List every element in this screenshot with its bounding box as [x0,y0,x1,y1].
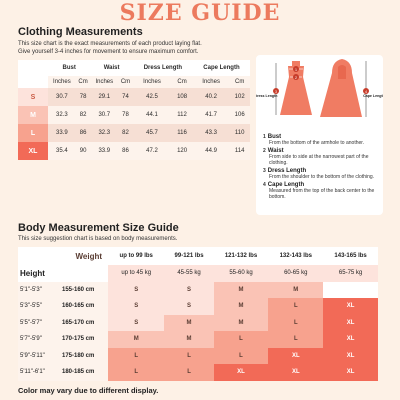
weight-label: Weight [18,247,108,265]
measurement-cell: 78 [118,106,133,124]
svg-text:4: 4 [365,89,367,94]
footnote: Color may vary due to different display. [18,386,159,395]
clothing-measurements-table [18,60,250,160]
note-title: Waist [267,148,284,154]
note-number: 4 [263,182,266,188]
unit-header: Cm [171,76,193,88]
size-cell: L [268,298,323,315]
note-title: Dress Length [267,168,307,174]
size-label: L [18,124,48,142]
size-cell: XL [323,298,378,315]
measurement-cell: 82 [118,124,133,142]
measurement-cell: 86 [76,124,91,142]
measurement-cell: 108 [171,88,193,106]
weight-header-row [18,247,378,265]
unit-header: Cm [229,76,250,88]
table-row [18,142,250,160]
measurement-cell: 45.7 [133,124,171,142]
size-cell: M [108,331,164,348]
weight-kg: 65-75 kg [323,265,378,282]
clothing-unit-header-row [18,76,250,88]
size-cell: M [214,298,269,315]
clothing-desc-1: This size chart is the exact measurements of each product laying flat. [18,41,202,47]
note-title: Cape Length [267,182,305,188]
measurement-cell: 32.3 [48,106,76,124]
measurement-cell: 90 [76,142,91,160]
measurement-cell: 43.3 [193,124,229,142]
note-number: 2 [263,148,266,154]
body-heading: Body Measurement Size Guide [18,222,179,234]
size-cell: L [164,348,213,365]
measurement-cell: 33.9 [90,142,118,160]
note-text: From the shoulder to the bottom of the clothing. [269,174,375,180]
group-header: Dress Length [133,60,193,76]
svg-text:1: 1 [295,67,297,72]
clothing-desc-2: Give yourself 3-4 inches for movement to ensure maximum comfort. [18,49,199,55]
body-size-guide-table [18,247,378,381]
size-cell: XL [268,364,323,381]
size-cell: M [164,331,213,348]
size-cell: L [108,364,164,381]
cape-length-label: Cape Length [363,94,383,98]
weight-kg: 55-60 kg [214,265,269,282]
measurement-cell: 33.9 [48,124,76,142]
unit-header: Inches [133,76,171,88]
note-item [263,148,381,166]
height-ft: 5'9"-5'11" [18,348,60,365]
unit-header: Inches [48,76,76,88]
height-cm: 165-170 cm [60,315,108,332]
height-cm: 170-175 cm [60,331,108,348]
weight-lbs: 132-143 lbs [268,247,323,265]
table-row [18,124,250,142]
size-cell: L [214,331,269,348]
height-label: Height [18,265,108,282]
note-title: Bust [267,134,282,140]
measurement-cell: 78 [76,88,91,106]
measurement-cell: 74 [118,88,133,106]
measurement-cell: 40.2 [193,88,229,106]
table-row [18,298,378,315]
size-label: XL [18,142,48,160]
measurement-cell: 35.4 [48,142,76,160]
unit-header: Inches [90,76,118,88]
weight-kg: up to 45 kg [108,265,164,282]
dress-and-cape-illustration [256,55,383,135]
size-cell: XL [323,348,378,365]
measurement-cell: 44.1 [133,106,171,124]
group-header: Cape Length [193,60,250,76]
unit-header: Cm [76,76,91,88]
size-cell: XL [323,331,378,348]
table-row [18,315,378,332]
note-text: From side to side at the narrowest part of the clothing. [269,154,369,166]
size-cell: XL [268,348,323,365]
height-cm: 155-160 cm [60,282,108,299]
note-number: 1 [263,134,266,140]
note-text: Measured from the top of the back center to the bottom. [269,188,375,200]
size-cell: M [268,282,323,299]
height-cm: 175-180 cm [60,348,108,365]
measurement-cell: 114 [229,142,250,160]
measurement-cell: 110 [229,124,250,142]
unit-header: Inches [193,76,229,88]
weight-lbs: 143-165 lbs [323,247,378,265]
svg-text:3: 3 [275,89,277,94]
measurement-cell: 30.7 [90,106,118,124]
measurement-notes [263,134,381,202]
measurement-cell: 44.9 [193,142,229,160]
size-label: M [18,106,48,124]
size-cell: S [108,315,164,332]
size-cell: S [108,282,164,299]
measurement-cell: 42.5 [133,88,171,106]
measurement-cell: 30.7 [48,88,76,106]
group-header: Waist [90,60,132,76]
dress-length-label: Dress Length [256,94,278,98]
size-cell: XL [323,315,378,332]
size-cell: M [214,282,269,299]
height-cm: 180-185 cm [60,364,108,381]
page-title: SIZE GUIDE [119,0,281,26]
size-cell: M [164,315,213,332]
size-cell: L [268,315,323,332]
size-cell: L [108,348,164,365]
note-text: From the bottom of the armhole to another. [269,140,365,146]
size-cell: S [108,298,164,315]
measurement-cell: 112 [171,106,193,124]
size-cell: L [164,364,213,381]
weight-kg-row [18,265,378,282]
measurement-cell: 32.3 [90,124,118,142]
measurement-cell: 47.2 [133,142,171,160]
size-cell: L [214,348,269,365]
body-desc: This size suggestion chart is based on body measurements. [18,236,178,242]
corner-cell [18,60,48,88]
measurement-cell: 116 [171,124,193,142]
size-label: S [18,88,48,106]
size-cell: XL [323,364,378,381]
note-number: 3 [263,168,266,174]
weight-kg: 60-65 kg [268,265,323,282]
size-cell [323,282,378,299]
weight-lbs: up to 99 lbs [108,247,164,265]
height-cm: 160-165 cm [60,298,108,315]
weight-lbs: 99-121 lbs [164,247,213,265]
size-cell: XL [214,364,269,381]
table-row [18,364,378,381]
table-row [18,282,378,299]
measurement-cell: 82 [76,106,91,124]
size-cell: L [268,331,323,348]
note-item [263,168,381,180]
height-ft: 5'5"-5'7" [18,315,60,332]
weight-kg: 45-55 kg [164,265,213,282]
measurement-cell: 102 [229,88,250,106]
size-cell: M [214,315,269,332]
table-row [18,88,250,106]
svg-text:2: 2 [295,75,297,80]
weight-lbs: 121-132 lbs [214,247,269,265]
measurement-cell: 41.7 [193,106,229,124]
size-cell: S [164,282,213,299]
measurement-cell: 120 [171,142,193,160]
height-ft: 5'3"-5'5" [18,298,60,315]
table-row [18,106,250,124]
measurement-cell: 86 [118,142,133,160]
unit-header: Cm [118,76,133,88]
table-row [18,331,378,348]
height-ft: 5'11"-6'1" [18,364,60,381]
note-item [263,182,381,200]
clothing-group-header-row [18,60,250,76]
measurement-cell: 29.1 [90,88,118,106]
height-ft: 5'1"-5'3" [18,282,60,299]
measurement-cell: 106 [229,106,250,124]
size-cell: S [164,298,213,315]
height-ft: 5'7"-5'9" [18,331,60,348]
clothing-heading: Clothing Measurements [18,26,143,38]
group-header: Bust [48,60,90,76]
table-row [18,348,378,365]
note-item [263,134,381,146]
